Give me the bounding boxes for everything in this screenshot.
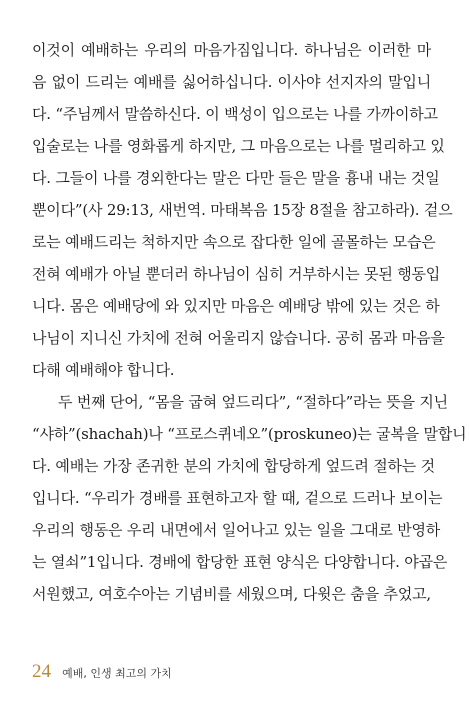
page-footer <box>32 662 172 684</box>
text-line: 이것이 예배하는 우리의 마음가짐입니다. 하나님은 이러한 마 <box>32 41 431 59</box>
text-line: 전혀 예배가 아닐 뿐더러 하나님이 심히 거부하시는 못된 행동입 <box>32 265 441 283</box>
text-line: 다. “주님께서 말씀하신다. 이 백성이 입으로는 나를 가까이하고 <box>32 105 438 123</box>
body-text <box>32 34 467 610</box>
text-line: 우리의 행동은 우리 내면에서 일어나고 있는 일을 그대로 반영하 <box>32 521 441 539</box>
text-line: 로는 예배드리는 척하지만 속으로 잡다한 일에 골몰하는 모습은 <box>32 233 436 251</box>
running-title: 예배, 인생 최고의 가치 <box>62 667 172 680</box>
text-line: 음 없이 드리는 예배를 싫어하십니다. 이사야 선지자의 말입니 <box>32 73 431 91</box>
text-line: “샤하”(shachah)나 “프로스퀴네오”(proskuneo)는 굴복을 말합니 <box>32 425 467 443</box>
text-line: 뿐이다”(사 29:13, 새번역. 마태복음 15장 8절을 참고하라). 겉으 <box>32 201 453 219</box>
page-number: 24 <box>32 661 51 682</box>
text-line: 다해 예배해야 합니다. <box>32 361 175 379</box>
text-line: 다. 예배는 가장 존귀한 분의 가치에 합당하게 엎드려 절하는 것 <box>32 457 435 475</box>
text-line: 는 열쇠”1입니다. 경배에 합당한 표현 양식은 다양합니다. 야곱은 <box>32 553 448 571</box>
text-line: 나님이 지니신 가치에 전혀 어울리지 않습니다. 공히 몸과 마음을 <box>32 329 445 347</box>
text-line: 두 번째 단어, “몸을 굽혀 엎드리다”, “절하다”라는 뜻을 지닌 <box>58 393 448 411</box>
text-line: 니다. 몸은 예배당에 와 있지만 마음은 예배당 밖에 있는 것은 하 <box>32 297 440 315</box>
text-line: 입술로는 나를 영화롭게 하지만, 그 마음으로는 나를 멀리하고 있 <box>32 137 445 155</box>
text-line: 서원했고, 여호수아는 기념비를 세웠으며, 다윗은 춤을 추었고, <box>32 585 431 603</box>
text-line: 입니다. “우리가 경배를 표현하고자 할 때, 겉으로 드러나 보이는 <box>32 489 443 507</box>
text-line: 다. 그들이 나를 경외한다는 말은 다만 들은 말을 흉내 내는 것일 <box>32 169 440 187</box>
